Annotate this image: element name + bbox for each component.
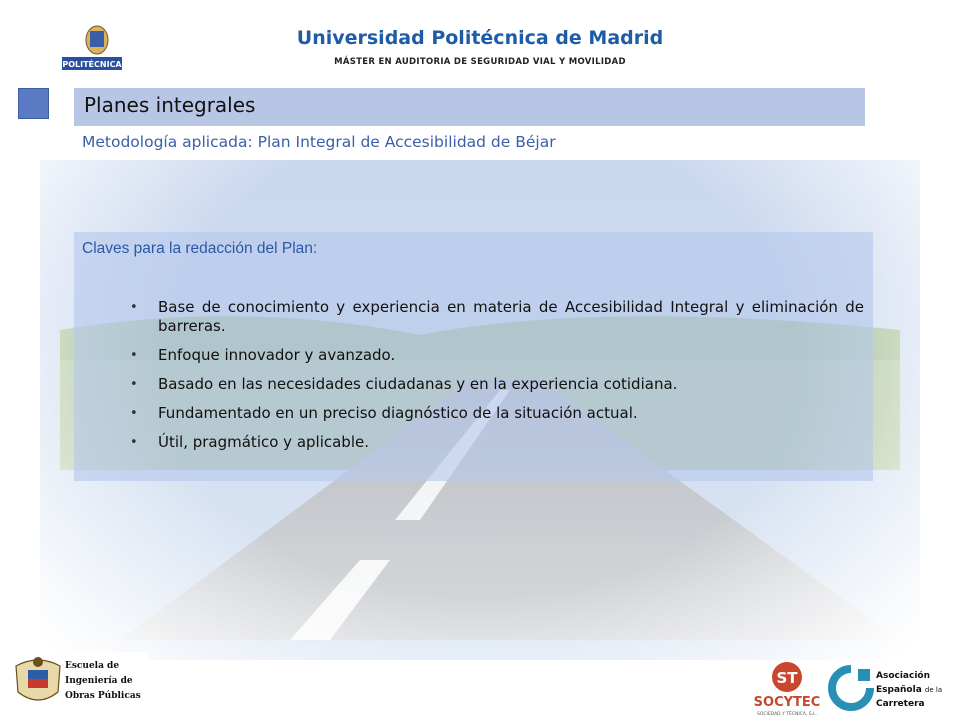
bullet-icon: • <box>130 435 138 450</box>
bullet-icon: • <box>130 348 138 363</box>
socytec-logo <box>752 660 822 718</box>
bullet-text: Basado en las necesidades ciudadanas y en la experiencia cotidiana. <box>158 375 678 393</box>
bullet-list <box>130 298 864 462</box>
slide-title: Planes integrales <box>84 93 256 117</box>
bullet-icon: • <box>130 377 138 392</box>
eicp-line: Ingeniería de <box>65 676 133 686</box>
program-name: MÁSTER EN AUDITORIA DE SEGURIDAD VIAL Y MOVILIDAD <box>334 57 626 67</box>
eicp-line: Obras Públicas <box>65 691 141 701</box>
aec-logo <box>828 665 874 711</box>
university-name: Universidad Politécnica de Madrid <box>296 27 664 49</box>
aec-line <box>876 683 942 697</box>
eicp-name <box>65 659 141 704</box>
socytec-tagline: SOCIEDAD Y TÉCNICA, S.L. <box>757 712 817 717</box>
bullet-icon: • <box>130 406 138 421</box>
aec-word: de la <box>924 686 943 694</box>
panel-heading: Claves para la redacción del Plan: <box>82 240 318 257</box>
eicp-line: Escuela de <box>65 661 120 671</box>
socytec-name: SOCYTEC <box>753 695 821 710</box>
title-marker-square <box>18 88 49 119</box>
bullet-text: Fundamentado en un preciso diagnóstico de la situación actual. <box>158 404 638 422</box>
list-item <box>130 298 864 336</box>
list-item <box>130 346 864 365</box>
bullet-text: Enfoque innovador y avanzado. <box>158 346 396 364</box>
bullet-icon: • <box>130 300 138 315</box>
aec-name <box>876 669 942 711</box>
list-item <box>130 375 864 394</box>
slide-subtitle: Metodología aplicada: Plan Integral de Accesibilidad de Béjar <box>82 133 556 151</box>
list-item <box>130 433 864 452</box>
aec-word: Española <box>876 685 922 695</box>
socytec-initials: ST <box>776 669 798 687</box>
bullet-text: Útil, pragmático y aplicable. <box>158 433 369 451</box>
upm-logo-label: POLITÉCNICA <box>62 60 122 69</box>
bullet-text: Base de conocimiento y experiencia en materia de Accesibilidad Integral y eliminación de barreras. <box>158 298 864 335</box>
list-item <box>130 404 864 423</box>
aec-line: Carretera <box>876 699 925 709</box>
aec-line: Asociación <box>876 671 931 681</box>
